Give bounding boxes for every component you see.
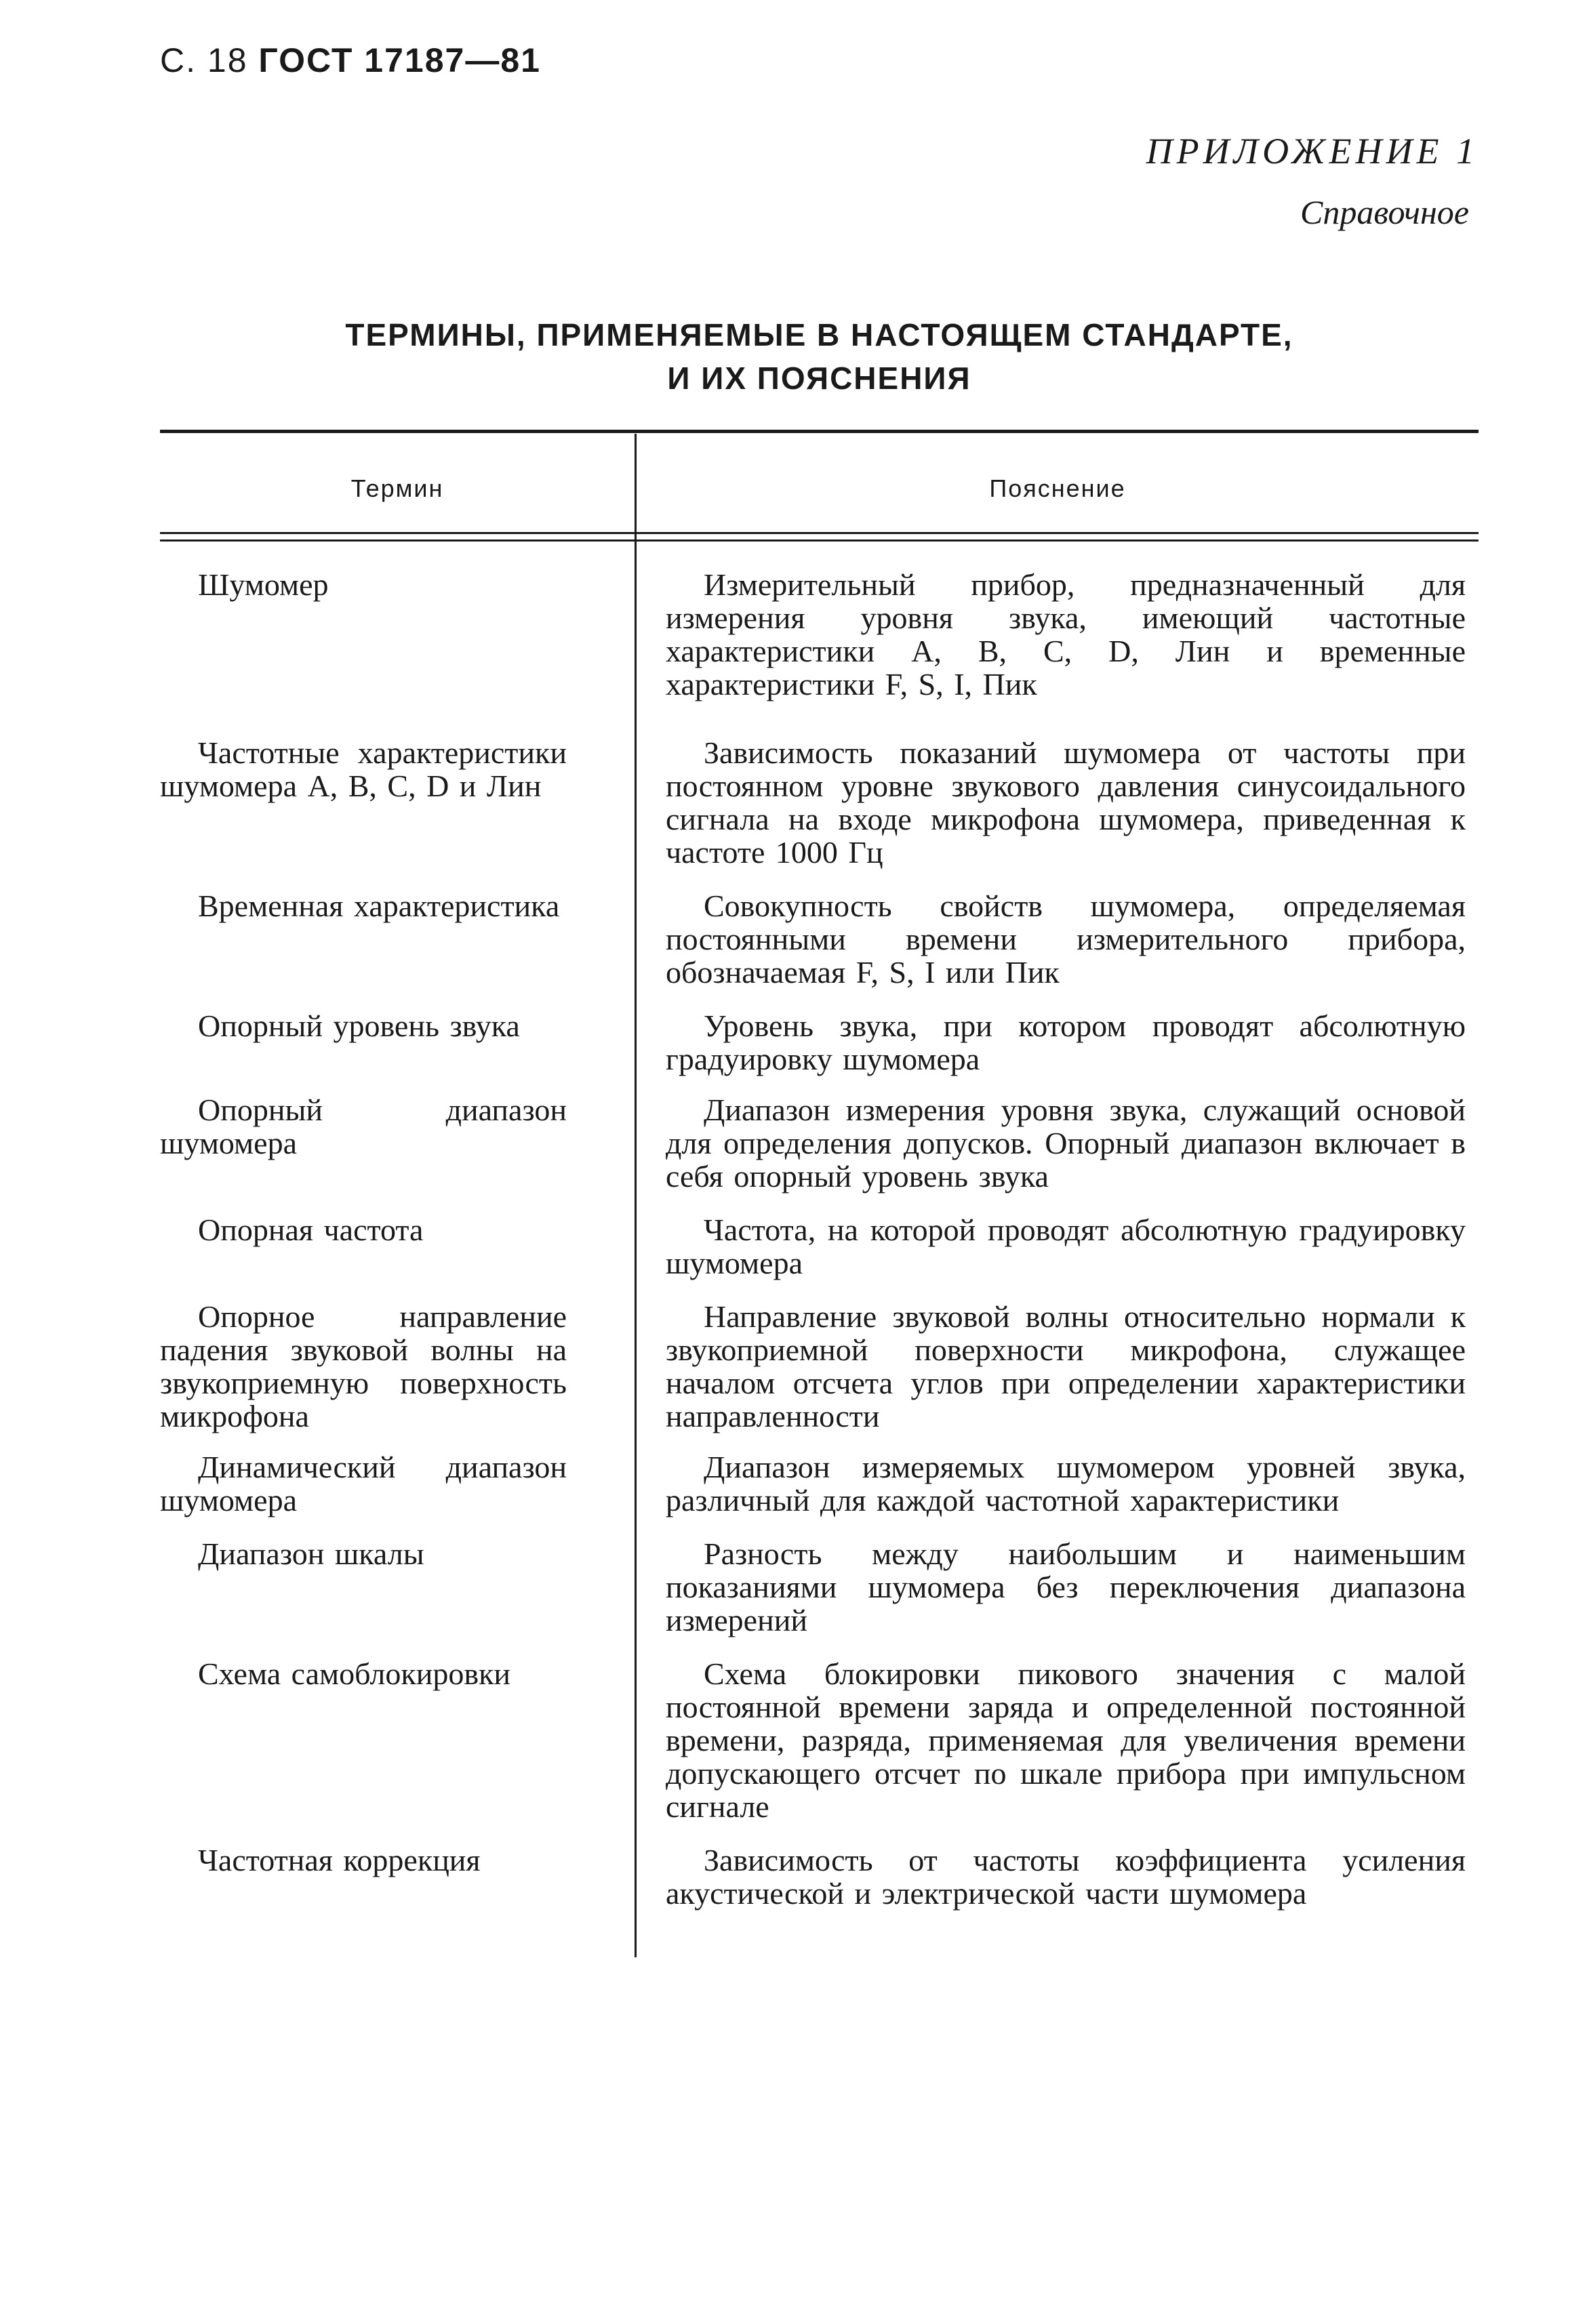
term-cell: Опорное направление падения звуковой волны на звукоприемную поверхность микрофона xyxy=(160,1299,567,1433)
title-line-1: ТЕРМИНЫ, ПРИМЕНЯЕМЫЕ В НАСТОЯЩЕМ СТАНДАРТЕ, xyxy=(345,317,1293,352)
table-top-rule xyxy=(160,430,1479,433)
terms-table xyxy=(160,420,1479,1957)
table-row xyxy=(160,1450,1479,1517)
term-cell: Опорный уровень звука xyxy=(198,1008,520,1043)
explanation-cell: Уровень звука, при котором проводят абсолютную градуировку шумомера xyxy=(666,1008,1466,1076)
term-cell: Динамический диапазон шумомера xyxy=(160,1450,567,1517)
explanation-cell: Зависимость от частоты коэффициента усиления акустической и электрической части шумомера xyxy=(666,1843,1466,1911)
explanation-cell: Диапазон измерения уровня звука, служащий основой для определения допусков. Опорный диапазон включает в себя опорный уровень звука xyxy=(666,1093,1466,1194)
table-row xyxy=(160,1213,1479,1280)
term-cell: Опорная частота xyxy=(198,1212,424,1247)
column-header-term: Термин xyxy=(350,474,444,502)
appendix-title: ПРИЛОЖЕНИЕ 1 xyxy=(1146,131,1479,171)
explanation-cell: Разность между наибольшим и наименьшим показаниями шумомера без переключения диапазона измерений xyxy=(666,1536,1466,1637)
header-rule-double xyxy=(160,539,1479,542)
table-row xyxy=(160,1009,1479,1076)
explanation-cell: Диапазон измеряемых шумомером уровней звука, различный для каждой частотной характеристики xyxy=(666,1450,1466,1517)
term-cell: Частотные характеристики шумомера A, B, C, D и Лин xyxy=(160,735,567,803)
appendix-block xyxy=(1146,121,1479,243)
term-cell: Временная характеристика xyxy=(198,889,560,923)
table-row xyxy=(160,1657,1479,1823)
explanation-cell: Направление звуковой волны относительно нормали к звукоприемной поверхности микрофона, служащее началом отсчета углов при определении характеристики направленности xyxy=(666,1299,1466,1433)
table-row xyxy=(160,1843,1479,1910)
page-header xyxy=(160,41,541,80)
document-title xyxy=(160,313,1479,400)
term-cell: Шумомер xyxy=(198,567,329,602)
term-cell: Схема самоблокировки xyxy=(198,1656,511,1691)
column-header-explanation: Пояснение xyxy=(989,474,1126,502)
table-row xyxy=(160,889,1479,989)
title-line-2: И ИХ ПОЯСНЕНИЯ xyxy=(667,361,971,396)
term-cell: Частотная коррекция xyxy=(198,1843,481,1877)
explanation-cell: Зависимость показаний шумомера от частоты при постоянном уровне звукового давления синусоидального сигнала на входе микрофона шумомера, приведенная к частоте 1000 Гц xyxy=(666,735,1466,870)
table-row xyxy=(160,1300,1479,1433)
table-row xyxy=(160,1537,1479,1637)
term-cell: Опорный диапазон шумомера xyxy=(160,1093,567,1160)
table-row xyxy=(160,736,1479,869)
page-number: С. 18 xyxy=(160,41,248,79)
explanation-cell: Измерительный прибор, предназначенный для измерения уровня звука, имеющий частотные характеристики A, B, C, D, Лин и временные характеристики F, S, I, Пик xyxy=(666,567,1466,701)
appendix-type: Справочное xyxy=(1300,193,1469,231)
term-cell: Диапазон шкалы xyxy=(198,1536,424,1571)
explanation-cell: Частота, на которой проводят абсолютную градуировку шумомера xyxy=(666,1212,1466,1280)
table-row xyxy=(160,1093,1479,1193)
header-rule xyxy=(160,532,1479,534)
table-row xyxy=(160,568,1479,701)
explanation-cell: Схема блокировки пикового значения с малой постоянной времени заряда и определенной постоянной времени, разряда, применяемая для увеличения времени допускающего отсчет по шкале прибора при импульсном сигнале xyxy=(666,1656,1466,1824)
explanation-cell: Совокупность свойств шумомера, определяемая постоянными времени измерительного прибора, обозначаемая F, S, I или Пик xyxy=(666,889,1466,990)
standard-number: ГОСТ 17187—81 xyxy=(258,41,541,79)
table-body xyxy=(160,568,1479,1910)
